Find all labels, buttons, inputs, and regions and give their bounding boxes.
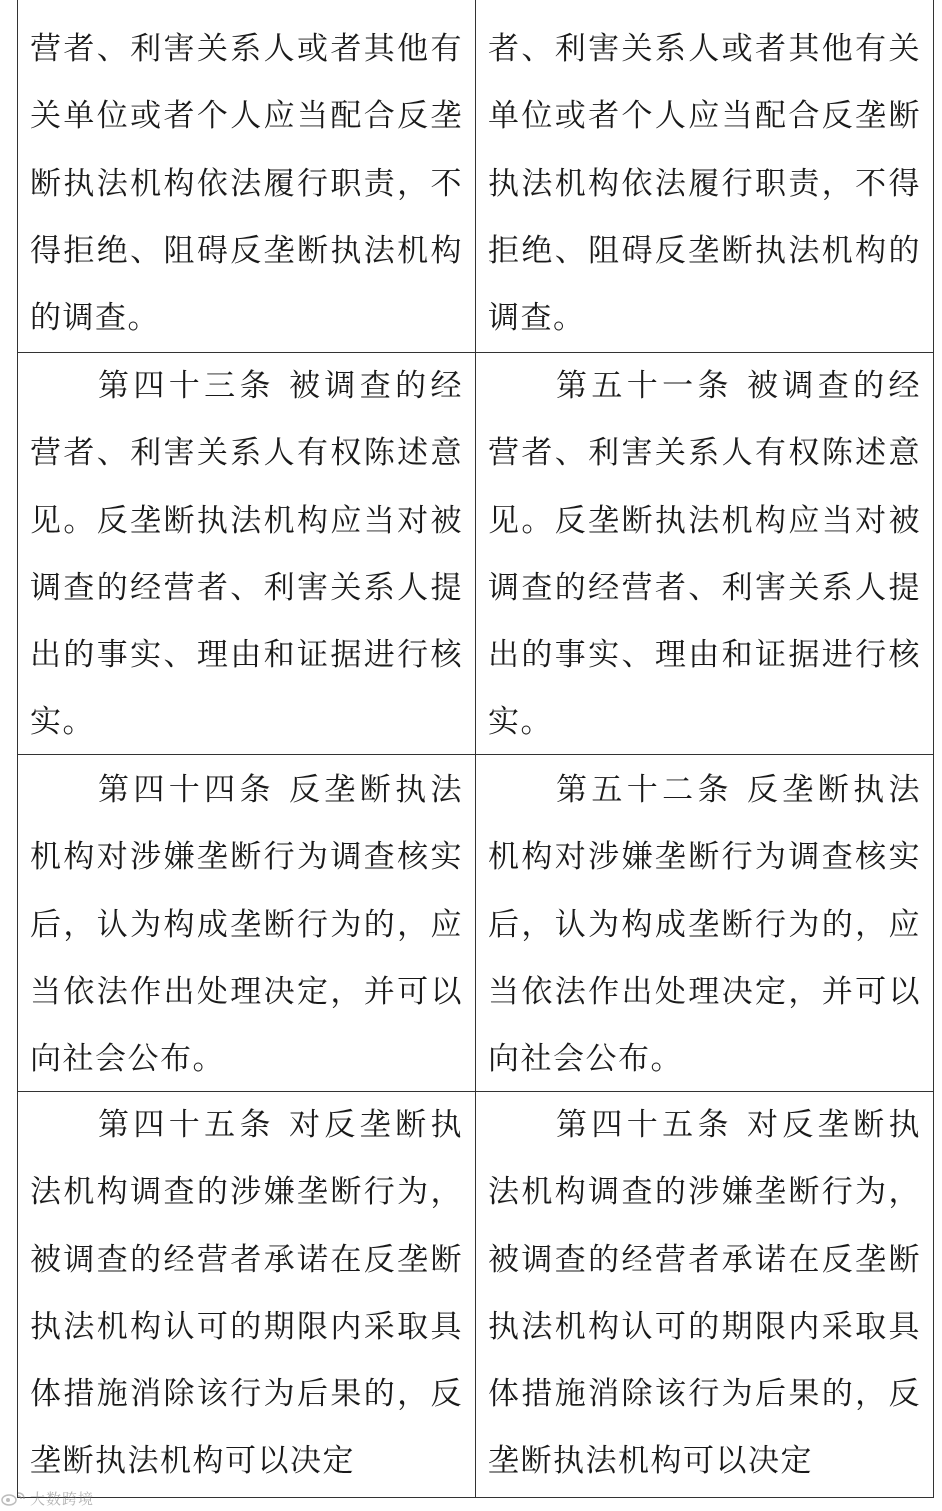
cell-text: 第五十二条 反垄断执法机构对涉嫌垄断行为调查核实后，认为构成垄断行为的，应当依法作出处理决定，并可以向社会公布。 (488, 772, 921, 1078)
cell-text: 第五十一条 被调查的经营者、利害关系人有权陈述意见。反垄断执法机构应当对被调查的经营者、利害关系人提出的事实、理由和证据进行核实。 (488, 368, 921, 741)
cell-text: 第四十四条 反垄断执法机构对涉嫌垄断行为调查核实后，认为构成垄断行为的，应当依法作出处理决定，并可以向社会公布。 (30, 772, 463, 1078)
table-cell-left (18, 1092, 476, 1498)
watermark-text: 大数跨境 (30, 1489, 95, 1508)
table-cell-left (18, 0, 476, 352)
table-row (18, 755, 933, 1092)
table-cell-left (18, 755, 476, 1091)
cell-text: 第四十五条 对反垄断执法机构调查的涉嫌垄断行为，被调查的经营者承诺在反垄断执法机构认可的期限内采取具体措施消除该行为后果的，反垄断执法机构可以决定 (488, 1107, 921, 1480)
table-cell-right (476, 353, 933, 754)
weibo-logo-icon (0, 1490, 28, 1506)
table-row (18, 0, 933, 353)
table-cell-left (18, 353, 476, 754)
table-cell-right (476, 0, 933, 352)
cell-text: 者、利害关系人或者其他有关单位或者个人应当配合反垄断执法机构依法履行职责，不得拒绝、阻碍反垄断执法机构的调查。 (488, 31, 921, 337)
cell-text: 第四十三条 被调查的经营者、利害关系人有权陈述意见。反垄断执法机构应当对被调查的经营者、利害关系人提出的事实、理由和证据进行核实。 (30, 368, 463, 741)
cell-text: 营者、利害关系人或者其他有关单位或者个人应当配合反垄断执法机构依法履行职责，不得拒绝、阻碍反垄断执法机构的调查。 (30, 31, 463, 337)
comparison-table (17, 0, 934, 1498)
table-row (18, 353, 933, 755)
table-cell-right (476, 1092, 933, 1498)
watermark (0, 1487, 94, 1509)
table-row (18, 1092, 933, 1498)
cell-text: 第四十五条 对反垄断执法机构调查的涉嫌垄断行为，被调查的经营者承诺在反垄断执法机构认可的期限内采取具体措施消除该行为后果的，反垄断执法机构可以决定 (30, 1107, 463, 1480)
table-cell-right (476, 755, 933, 1091)
